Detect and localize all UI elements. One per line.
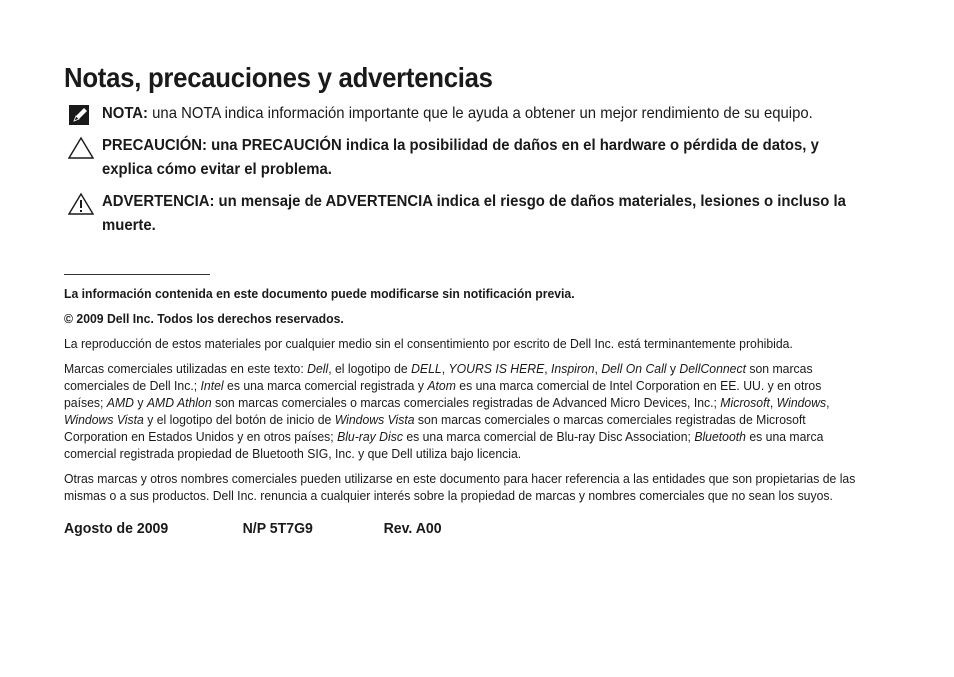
warning-exclamation-icon bbox=[68, 192, 94, 216]
trademarks-text: Marcas comerciales utilizadas en este texto: Dell, el logotipo de DELL, YOURS IS HERE, Inspiron, Dell On Call y DellConnect son marcas comerciales de Dell Inc.; Intel es una marca comercial registrada y Atom es una marca comercial de Intel Corporation en EE. UU. y en otros países; AMD y AMD Athlon son marcas comerciales o marcas comerciales registradas de Advanced Micro Devices, Inc.; Microsoft, Windows, Windows Vista y el logotipo del botón de inicio de Windows Vista son marcas comerciales o marcas comerciales registradas de Microsoft Corporation en Estados Unidos y en otros países; Blu-ray Disc es una marca comercial de Blu-ray Disc Association; Bluetooth es una marca comercial registrada propiedad de Bluetooth SIG, Inc. y que Dell utiliza bajo licencia. bbox=[64, 361, 830, 461]
caution-triangle-icon bbox=[68, 136, 94, 160]
footer-part-number: N/P 5T7G9 bbox=[242, 520, 313, 537]
divider bbox=[64, 274, 210, 275]
caution-text: una PRECAUCIÓN indica la posibilidad de daños en el hardware o pérdida de datos, y explica cómo evitar el problema. bbox=[102, 137, 819, 178]
caution-notice bbox=[64, 134, 864, 182]
note-label: NOTA: bbox=[102, 105, 149, 122]
warning-notice bbox=[64, 190, 864, 238]
page-title: Notas, precauciones y advertencias bbox=[64, 62, 493, 93]
caution-label: PRECAUCIÓN: bbox=[102, 137, 207, 154]
reproduction-text: La reproducción de estos materiales por cualquier medio sin el consentimiento por escrito de Dell Inc. está terminantemente prohibida. bbox=[64, 336, 793, 351]
document-page bbox=[64, 56, 864, 537]
copyright: © 2009 Dell Inc. Todos los derechos reservados. bbox=[64, 311, 344, 326]
document-footer bbox=[64, 520, 816, 537]
warning-text: un mensaje de ADVERTENCIA indica el riesgo de daños materiales, lesiones o incluso la muerte. bbox=[102, 193, 846, 234]
info-notice: La información contenida en este documento puede modificarse sin notificación previa. bbox=[64, 286, 575, 301]
footer-date: Agosto de 2009 bbox=[64, 520, 169, 537]
note-notice bbox=[64, 102, 864, 126]
note-pencil-icon bbox=[68, 104, 94, 128]
note-text: una NOTA indica información importante que le ayuda a obtener un mejor rendimiento de su equipo. bbox=[148, 105, 813, 122]
warning-label: ADVERTENCIA: bbox=[102, 193, 215, 210]
footer-revision: Rev. A00 bbox=[383, 520, 442, 537]
other-trademarks-text: Otras marcas y otros nombres comerciales pueden utilizarse en este documento para hacer referencia a las entidades que son propietarias de las mismas o a sus productos. Dell Inc. renuncia a cualquier interés sobre la propiedad de marcas y nombres comerciales que no sean los suyos. bbox=[64, 471, 856, 503]
